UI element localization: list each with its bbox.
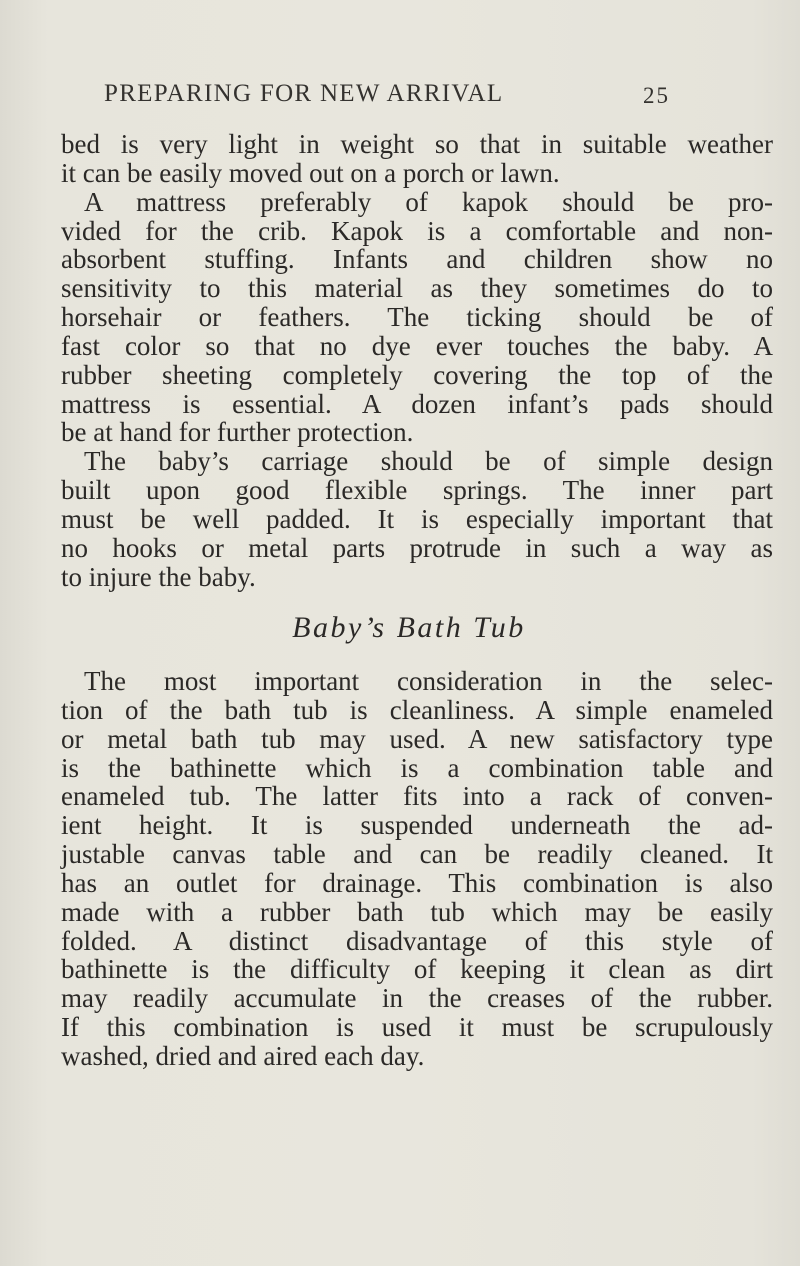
text-line: mattress is essential. A dozen infant’s pads should	[61, 388, 773, 419]
text-line: no hooks or metal parts protrude in such a way as	[61, 532, 773, 563]
text-line: bathinette is the difficulty of keeping it clean as dirt	[61, 954, 773, 985]
text-line: to injure the baby.	[61, 561, 256, 592]
text-line: fast color so that no dye ever touches the baby. A	[61, 330, 773, 361]
text-line: it can be easily moved out on a porch or lawn.	[61, 157, 560, 188]
text-line: ient height. It is suspended underneath the ad-	[61, 810, 773, 841]
text-line: vided for the crib. Kapok is a comfortable and non-	[61, 215, 773, 246]
text-line: must be well padded. It is especially important that	[61, 503, 773, 534]
text-line: washed, dried and aired each day.	[61, 1040, 425, 1071]
text-line: enameled tub. The latter fits into a rack of conven-	[61, 781, 773, 812]
text-line: absorbent stuffing. Infants and children show no	[61, 244, 773, 275]
text-line: If this combination is used it must be scrupulously	[61, 1012, 773, 1043]
text-line: folded. A distinct disadvantage of this style of	[61, 925, 773, 956]
text-line: be at hand for further protection.	[61, 417, 414, 448]
text-line: or metal bath tub may used. A new satisfactory type	[61, 723, 773, 754]
text-line: made with a rubber bath tub which may be easily	[61, 896, 773, 927]
page-number: 25	[643, 83, 670, 108]
text-line: A mattress preferably of kapok should be pro-	[84, 186, 773, 217]
text-line: has an outlet for drainage. This combination is also	[61, 867, 773, 898]
running-head: PREPARING FOR NEW ARRIVAL	[104, 80, 504, 107]
text-line: is the bathinette which is a combination table and	[61, 752, 773, 783]
text-line: rubber sheeting completely covering the top of the	[61, 359, 773, 390]
body-text-section-1	[61, 130, 773, 592]
text-line: sensitivity to this material as they sometimes do to	[61, 273, 773, 304]
section-heading: Baby’s Bath Tub	[292, 611, 526, 644]
text-line: justable canvas table and can be readily cleaned. It	[61, 839, 773, 870]
text-line: may readily accumulate in the creases of the rubber.	[61, 983, 773, 1014]
text-line: built upon good flexible springs. The inner part	[61, 475, 773, 506]
text-line: tion of the bath tub is cleanliness. A simple enameled	[61, 694, 773, 725]
text-line: bed is very light in weight so that in suitable weather	[61, 129, 773, 159]
text-line: The most important consideration in the selec-	[84, 666, 773, 696]
text-line: The baby’s carriage should be of simple design	[84, 446, 773, 477]
text-line: horsehair or feathers. The ticking should be of	[61, 302, 773, 333]
body-text-section-2	[61, 667, 773, 1071]
